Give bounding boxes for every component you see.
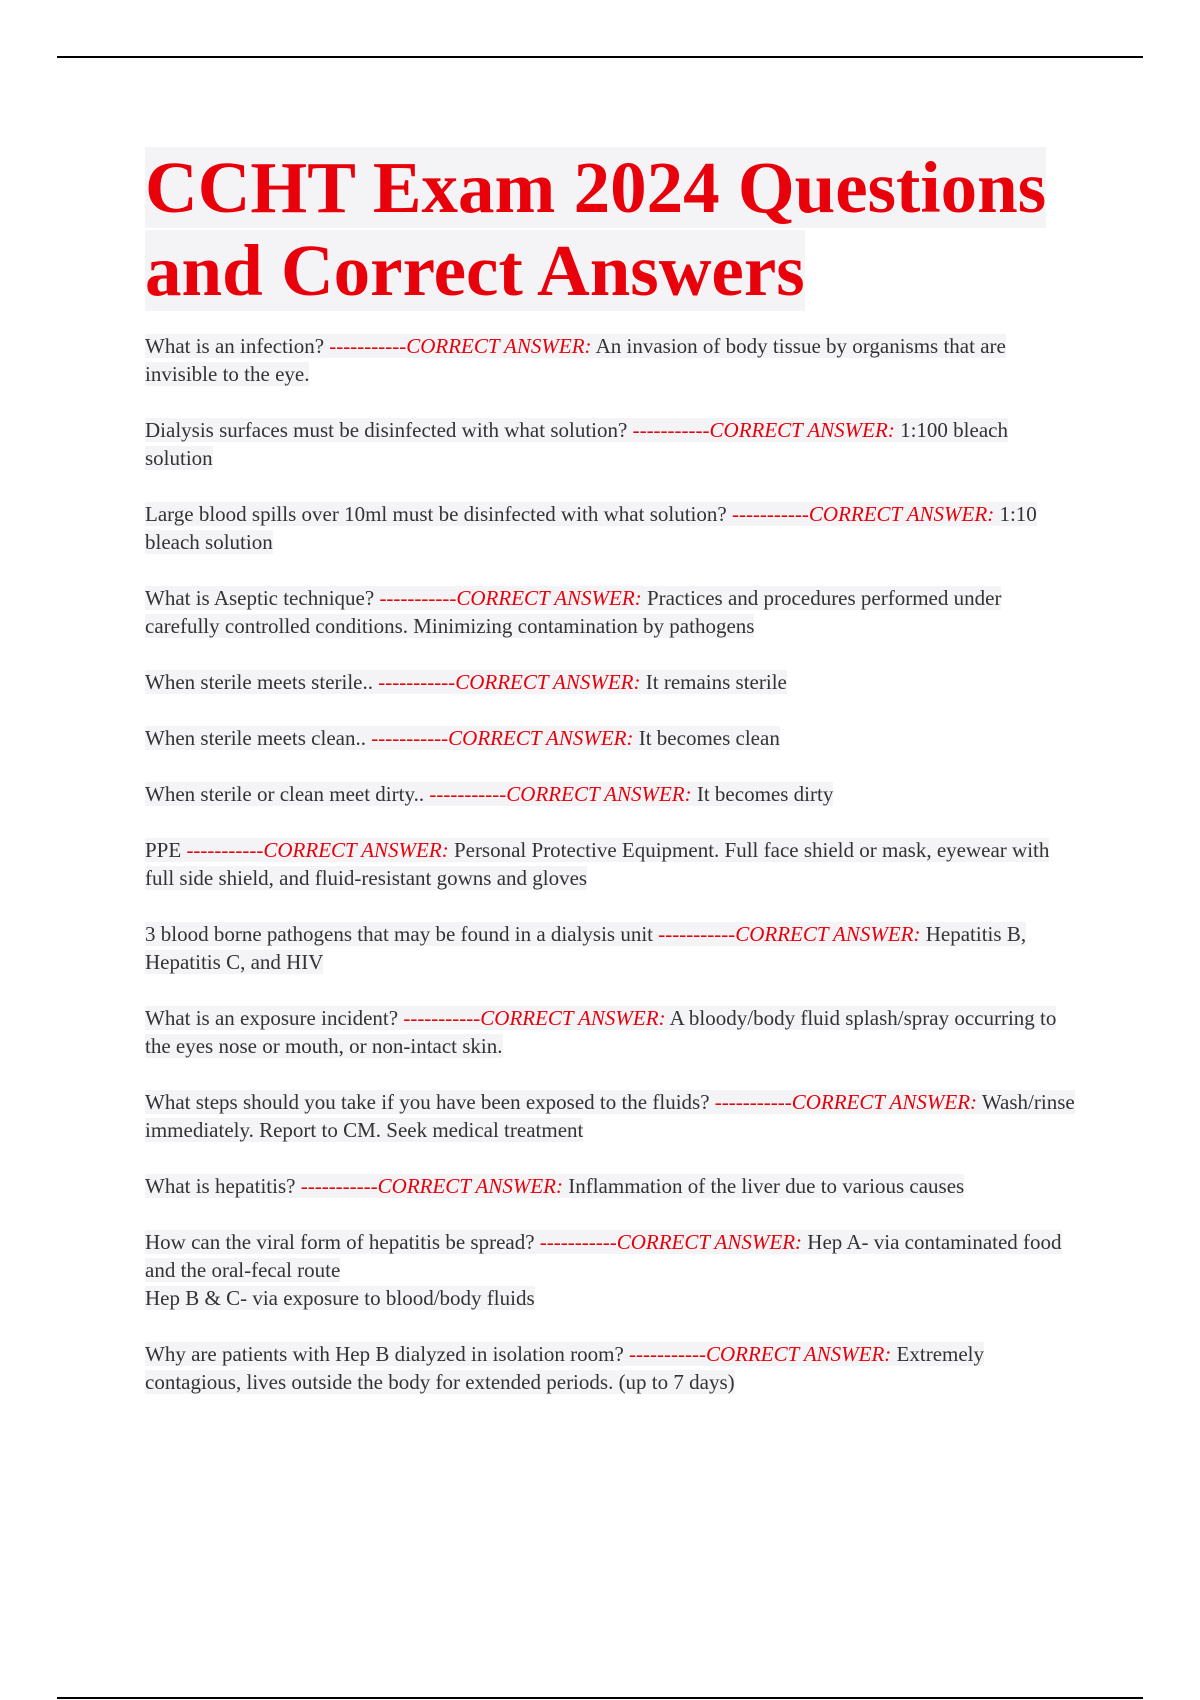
qa-highlight: [145, 1174, 964, 1198]
correct-answer-label: CORRECT ANSWER:: [791, 1090, 978, 1114]
qa-highlight: [145, 726, 780, 750]
correct-answer-label: CORRECT ANSWER:: [263, 838, 449, 862]
qa-item: [145, 416, 1080, 472]
separator-dashes: -----------: [329, 334, 407, 358]
separator-dashes: -----------: [539, 1230, 617, 1254]
qa-item: [145, 584, 1080, 640]
separator-dashes: -----------: [371, 726, 449, 750]
separator-dashes: -----------: [403, 1006, 481, 1030]
answer-text: An invasion of body tissue by organisms that are invisible to the eye.: [145, 334, 1006, 386]
qa-item: [145, 836, 1080, 892]
answer-text: Inflammation of the liver due to various causes: [568, 1174, 965, 1198]
qa-item: [145, 668, 1080, 696]
question-text: When sterile meets clean..: [145, 726, 366, 750]
qa-item: [145, 1088, 1080, 1144]
qa-item: [145, 332, 1080, 388]
separator-dashes: -----------: [731, 502, 809, 526]
separator-dashes: -----------: [186, 838, 264, 862]
correct-answer-label: CORRECT ANSWER:: [709, 418, 895, 442]
question-text: How can the viral form of hepatitis be spread?: [145, 1230, 535, 1254]
answer-text: Personal Protective Equipment. Full face shield or mask, eyewear with full side shield, and fluid-resistant gowns and gloves: [145, 838, 1050, 890]
answer-text: A bloody/body fluid splash/spray occurring to the eyes nose or mouth, or non-intact skin.: [145, 1006, 1057, 1058]
document-body: [145, 146, 1080, 1424]
qa-highlight: [145, 418, 1008, 470]
question-text: What is an infection?: [145, 334, 325, 358]
question-text: PPE: [145, 838, 182, 862]
bottom-rule: [57, 1697, 1143, 1699]
question-text: What is an exposure incident?: [145, 1006, 399, 1030]
correct-answer-label: CORRECT ANSWER:: [506, 782, 692, 806]
separator-dashes: -----------: [429, 782, 507, 806]
question-text: When sterile or clean meet dirty..: [145, 782, 425, 806]
correct-answer-label: CORRECT ANSWER:: [377, 1174, 563, 1198]
qa-highlight: [145, 670, 787, 694]
question-text: 3 blood borne pathogens that may be found in a dialysis unit: [145, 922, 653, 946]
separator-dashes: -----------: [300, 1174, 378, 1198]
correct-answer-label: CORRECT ANSWER:: [705, 1342, 892, 1366]
qa-highlight: [145, 586, 1001, 638]
answer-text: Practices and procedures performed under carefully controlled conditions. Minimizing contamination by pathogens: [145, 586, 1002, 638]
qa-item: [145, 724, 1080, 752]
question-text: Large blood spills over 10ml must be disinfected with what solution?: [145, 502, 727, 526]
correct-answer-label: CORRECT ANSWER:: [406, 334, 592, 358]
answer-text: Hepatitis B, Hepatitis C, and HIV: [145, 922, 1027, 974]
correct-answer-label: CORRECT ANSWER:: [456, 586, 642, 610]
correct-answer-label: CORRECT ANSWER:: [448, 726, 634, 750]
answer-text: It becomes clean: [638, 726, 780, 750]
qa-highlight: [145, 1342, 984, 1394]
qa-highlight: [145, 334, 1006, 386]
separator-dashes: -----------: [658, 922, 736, 946]
question-text: Dialysis surfaces must be disinfected with what solution?: [145, 418, 628, 442]
question-text: What is Aseptic technique?: [145, 586, 375, 610]
qa-highlight: [145, 1230, 1062, 1310]
qa-highlight: [145, 782, 833, 806]
qa-highlight: [145, 922, 1026, 974]
qa-highlight: [145, 838, 1049, 890]
top-rule: [57, 56, 1143, 58]
separator-dashes: -----------: [714, 1090, 792, 1114]
answer-text: 1:10 bleach solution: [145, 502, 1037, 554]
qa-item: [145, 1172, 1080, 1200]
separator-dashes: -----------: [632, 418, 710, 442]
correct-answer-label: CORRECT ANSWER:: [480, 1006, 666, 1030]
separator-dashes: -----------: [379, 586, 457, 610]
qa-highlight: [145, 1090, 1075, 1142]
correct-answer-label: CORRECT ANSWER:: [616, 1230, 803, 1254]
qa-item: [145, 780, 1080, 808]
answer-text: It becomes dirty: [696, 782, 834, 806]
question-text: What steps should you take if you have been exposed to the fluids?: [145, 1090, 710, 1114]
separator-dashes: -----------: [629, 1342, 706, 1366]
correct-answer-label: CORRECT ANSWER:: [808, 502, 995, 526]
question-text: What is hepatitis?: [145, 1174, 296, 1198]
qa-item: [145, 500, 1080, 556]
answer-text: It remains sterile: [645, 670, 787, 694]
page-title: CCHT Exam 2024 Questions and Correct Answers: [145, 147, 1047, 311]
answer-text: Extremely contagious, lives outside the body for extended periods. (up to 7 days): [145, 1342, 985, 1394]
qa-item: [145, 920, 1080, 976]
answer-text: 1:100 bleach solution: [145, 418, 1008, 470]
answer-text: Wash/rinse immediately. Report to CM. Seek medical treatment: [145, 1090, 1075, 1142]
correct-answer-label: CORRECT ANSWER:: [735, 922, 921, 946]
question-text: Why are patients with Hep B dialyzed in isolation room?: [145, 1342, 624, 1366]
qa-list: [145, 332, 1080, 1396]
answer-text: Hep A- via contaminated food and the oral-fecal route Hep B & C- via exposure to blood/body fluids: [145, 1230, 1062, 1310]
qa-highlight: [145, 502, 1037, 554]
question-text: When sterile meets sterile..: [145, 670, 373, 694]
qa-item: [145, 1228, 1080, 1312]
correct-answer-label: CORRECT ANSWER:: [455, 670, 641, 694]
qa-item: [145, 1004, 1080, 1060]
qa-item: [145, 1340, 1080, 1396]
qa-highlight: [145, 1006, 1056, 1058]
separator-dashes: -----------: [378, 670, 456, 694]
